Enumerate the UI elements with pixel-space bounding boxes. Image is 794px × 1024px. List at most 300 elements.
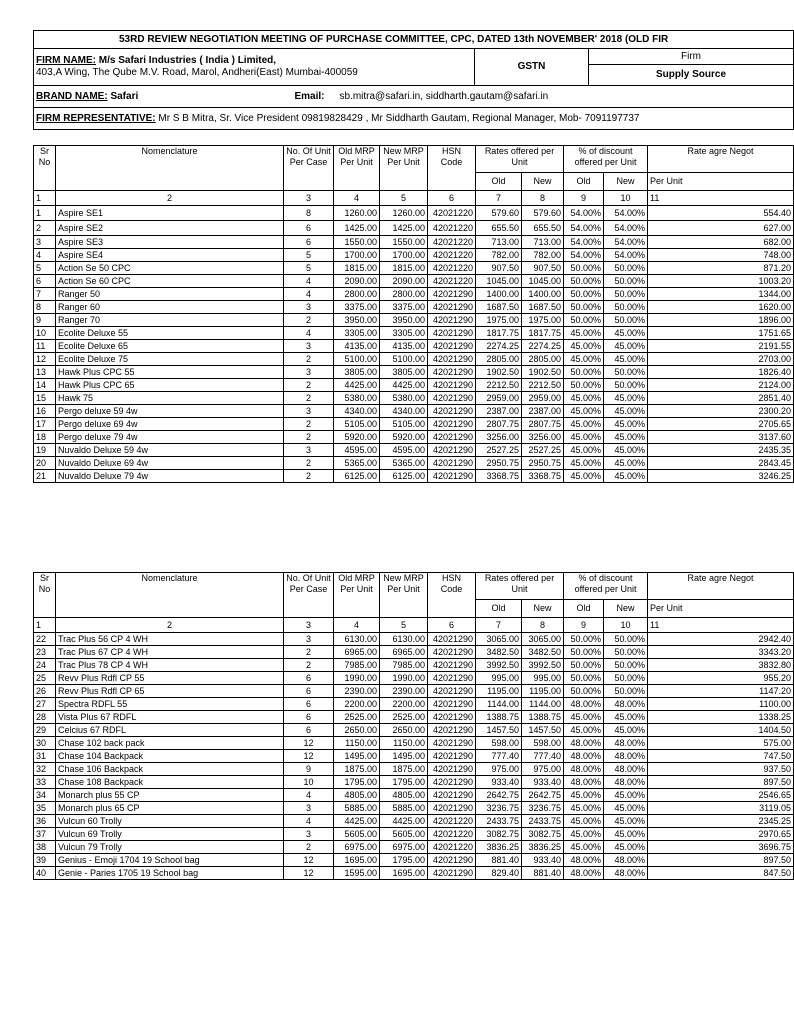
table-cell: 2 — [284, 392, 334, 405]
table-cell: 3256.00 — [476, 431, 522, 444]
table-cell: Trac Plus 78 CP 4 WH — [56, 659, 284, 672]
table-cell: 42021220 — [428, 262, 476, 275]
table-cell: 45.00% — [564, 841, 604, 854]
table-cell: 5100.00 — [380, 353, 428, 366]
table-cell: 2705.65 — [648, 418, 794, 431]
table-cell: 50.00% — [564, 275, 604, 288]
table-cell: 5 — [284, 249, 334, 262]
table-cell: 12 — [34, 353, 56, 366]
col-header-nomenclature: Nomenclature — [56, 146, 284, 191]
table-cell: 1425.00 — [334, 221, 380, 236]
table-cell: 3375.00 — [334, 301, 380, 314]
table-cell: 45.00% — [604, 418, 648, 431]
table-cell: 1687.50 — [522, 301, 564, 314]
table-cell: 777.40 — [522, 750, 564, 763]
table-cell: 598.00 — [476, 737, 522, 750]
col-header-new-mrp: New MRP Per Unit — [380, 573, 428, 618]
table-cell: 575.00 — [648, 737, 794, 750]
table-cell: 4135.00 — [380, 340, 428, 353]
col-subheader-new: New — [522, 600, 564, 618]
table-cell: 54.00% — [564, 206, 604, 221]
table-cell: 4340.00 — [334, 405, 380, 418]
col-number: 7 — [476, 618, 522, 633]
table-cell: 3696.75 — [648, 841, 794, 854]
col-number: 4 — [334, 618, 380, 633]
firm-label: Firm — [589, 49, 794, 65]
table-cell: 37 — [34, 828, 56, 841]
table-cell: 31 — [34, 750, 56, 763]
table-cell: Nuvaldo Deluxe 59 4w — [56, 444, 284, 457]
col-header-new-mrp: New MRP Per Unit — [380, 146, 428, 191]
col-header-discount: % of discount offered per Unit — [564, 573, 648, 600]
table-cell: 3065.00 — [522, 633, 564, 646]
table-cell: 8 — [34, 301, 56, 314]
col-header-agreed: Rate agre Negot — [648, 573, 794, 600]
table-row — [34, 379, 794, 392]
table-cell: 2387.00 — [476, 405, 522, 418]
table-cell: 18 — [34, 431, 56, 444]
table-cell: 579.60 — [522, 206, 564, 221]
table-cell: Spectra RDFL 55 — [56, 698, 284, 711]
firm-address: 403,A Wing, The Qube M.V. Road, Marol, Andheri(East) Mumbai-400059 — [36, 67, 358, 78]
table-cell: 45.00% — [564, 711, 604, 724]
table-cell: 6975.00 — [334, 841, 380, 854]
table-cell: 45.00% — [564, 724, 604, 737]
table-cell: Action Se 50 CPC — [56, 262, 284, 275]
table-cell: 4135.00 — [334, 340, 380, 353]
table-cell: 2435.35 — [648, 444, 794, 457]
table-cell: 12 — [284, 867, 334, 880]
table-row — [34, 659, 794, 672]
table-cell: 50.00% — [604, 366, 648, 379]
table-cell: 45.00% — [564, 405, 604, 418]
table-cell: 3368.75 — [476, 470, 522, 483]
table-cell: 937.50 — [648, 763, 794, 776]
table-cell: 2433.75 — [476, 815, 522, 828]
table-row — [34, 340, 794, 353]
table-cell: 45.00% — [604, 431, 648, 444]
table-cell: 50.00% — [604, 262, 648, 275]
col-number: 5 — [380, 618, 428, 633]
table-cell: 1388.75 — [522, 711, 564, 724]
col-number: 6 — [428, 191, 476, 206]
table-cell: Ecolite Deluxe 55 — [56, 327, 284, 340]
table-cell: 42021290 — [428, 418, 476, 431]
col-header-old-mrp: Old MRP Per Unit — [334, 573, 380, 618]
table-cell: 27 — [34, 698, 56, 711]
table-cell: Monarch plus 65 CP — [56, 802, 284, 815]
table-cell: 45.00% — [564, 392, 604, 405]
col-header-sr: Sr No — [34, 146, 56, 191]
table-cell: 12 — [284, 737, 334, 750]
table-cell: 1045.00 — [522, 275, 564, 288]
col-number: 11 — [648, 618, 794, 633]
table-cell: 42021290 — [428, 750, 476, 763]
table-cell: 5605.00 — [380, 828, 428, 841]
col-number: 6 — [428, 618, 476, 633]
table-cell: 42021220 — [428, 221, 476, 236]
table-cell: 1100.00 — [648, 698, 794, 711]
table-cell: 45.00% — [564, 327, 604, 340]
table-cell: 2800.00 — [334, 288, 380, 301]
table-cell: 11 — [34, 340, 56, 353]
table-cell: 13 — [34, 366, 56, 379]
table-cell: 5365.00 — [380, 457, 428, 470]
table-cell: 1700.00 — [334, 249, 380, 262]
table-cell: 3305.00 — [334, 327, 380, 340]
table-cell: 782.00 — [522, 249, 564, 262]
table-cell: 2 — [284, 431, 334, 444]
table-cell: 28 — [34, 711, 56, 724]
table-cell: 3082.75 — [522, 828, 564, 841]
col-number: 3 — [284, 618, 334, 633]
table-cell: Vista Plus 67 RDFL — [56, 711, 284, 724]
table-cell: 42021290 — [428, 867, 476, 880]
table-cell: 42021290 — [428, 392, 476, 405]
table-cell: 48.00% — [604, 776, 648, 789]
table-cell: Monarch plus 55 CP — [56, 789, 284, 802]
table-cell: 20 — [34, 457, 56, 470]
table-cell: 17 — [34, 418, 56, 431]
table-cell: 3 — [284, 405, 334, 418]
table-cell: 2212.50 — [476, 379, 522, 392]
col-subheader-per-unit: Per Unit — [648, 600, 794, 618]
table-cell: 42021290 — [428, 405, 476, 418]
table-row — [34, 633, 794, 646]
table-row — [34, 236, 794, 249]
table-cell: 6 — [284, 685, 334, 698]
table-cell: 42021290 — [428, 802, 476, 815]
table-cell: 23 — [34, 646, 56, 659]
table-cell: 45.00% — [564, 802, 604, 815]
table-cell: 871.20 — [648, 262, 794, 275]
table-cell: Ranger 60 — [56, 301, 284, 314]
col-number: 9 — [564, 191, 604, 206]
table-cell: 5920.00 — [380, 431, 428, 444]
table-cell: 14 — [34, 379, 56, 392]
table-cell: 1425.00 — [380, 221, 428, 236]
table-cell: 554.40 — [648, 206, 794, 221]
table-cell: 42021290 — [428, 711, 476, 724]
product-table-2 — [33, 572, 794, 880]
table-cell: Chase 106 Backpack — [56, 763, 284, 776]
table-row — [34, 470, 794, 483]
table-cell: 3082.75 — [476, 828, 522, 841]
col-number: 4 — [334, 191, 380, 206]
table-cell: 2090.00 — [334, 275, 380, 288]
table-cell: 6 — [284, 698, 334, 711]
table-cell: 933.40 — [522, 854, 564, 867]
table-cell: 19 — [34, 444, 56, 457]
table-cell: Hawk 75 — [56, 392, 284, 405]
table-cell: 3368.75 — [522, 470, 564, 483]
brand-name-label: BRAND NAME: — [36, 90, 108, 102]
table-cell: 50.00% — [564, 366, 604, 379]
table-cell: 1 — [34, 206, 56, 221]
table-cell: 5 — [34, 262, 56, 275]
col-header-units: No. Of Unit Per Case — [284, 573, 334, 618]
table-cell: 1815.00 — [334, 262, 380, 275]
table-cell: 2390.00 — [380, 685, 428, 698]
table-cell: Ranger 70 — [56, 314, 284, 327]
table-cell: 45.00% — [564, 353, 604, 366]
table-row — [34, 672, 794, 685]
table-cell: 933.40 — [476, 776, 522, 789]
table-cell: 2345.25 — [648, 815, 794, 828]
table-cell: 1990.00 — [334, 672, 380, 685]
table-cell: 50.00% — [604, 379, 648, 392]
table-cell: 48.00% — [564, 698, 604, 711]
firm-name: M/s Safari Industries ( India ) Limited, — [98, 55, 277, 66]
table-cell: 747.50 — [648, 750, 794, 763]
table-cell: 42021290 — [428, 659, 476, 672]
table-cell: 42021290 — [428, 431, 476, 444]
table-cell: 2546.65 — [648, 789, 794, 802]
col-subheader-new: New — [604, 173, 648, 191]
table-row — [34, 392, 794, 405]
table-cell: 627.00 — [648, 221, 794, 236]
col-number: 11 — [648, 191, 794, 206]
table-cell: 4595.00 — [380, 444, 428, 457]
table-cell: 1550.00 — [380, 236, 428, 249]
table-cell: 42021290 — [428, 457, 476, 470]
table-cell: 4 — [34, 249, 56, 262]
col-subheader-new: New — [522, 173, 564, 191]
table-cell: 3482.50 — [476, 646, 522, 659]
table-cell: 713.00 — [522, 236, 564, 249]
table-cell: 933.40 — [522, 776, 564, 789]
table-cell: 5365.00 — [334, 457, 380, 470]
col-subheader-per-unit: Per Unit — [648, 173, 794, 191]
document-title: 53RD REVIEW NEGOTIATION MEETING OF PURCHASE COMMITTEE, CPC, DATED 13th NOVEMBER' 2018 (OLD FIR — [34, 31, 794, 49]
table-cell: 2805.00 — [522, 353, 564, 366]
table-cell: Trac Plus 67 CP 4 WH — [56, 646, 284, 659]
table-cell: 3805.00 — [380, 366, 428, 379]
table-cell: 6 — [284, 711, 334, 724]
table-cell: 45.00% — [564, 431, 604, 444]
table-cell: 6 — [284, 672, 334, 685]
table-cell: Ecolite Deluxe 65 — [56, 340, 284, 353]
table-cell: 45.00% — [564, 789, 604, 802]
table-cell: 1147.20 — [648, 685, 794, 698]
table-cell: 42021290 — [428, 776, 476, 789]
table-cell: 1815.00 — [380, 262, 428, 275]
table-cell: 2433.75 — [522, 815, 564, 828]
header-table — [33, 30, 794, 130]
table-cell: 995.00 — [476, 672, 522, 685]
table-cell: 3305.00 — [380, 327, 428, 340]
table-cell: 48.00% — [564, 854, 604, 867]
table-cell: 1695.00 — [380, 867, 428, 880]
table-cell: 5380.00 — [334, 392, 380, 405]
table-cell: 45.00% — [564, 815, 604, 828]
col-header-rates: Rates offered per Unit — [476, 573, 564, 600]
table-cell: 3246.25 — [648, 470, 794, 483]
brand-row — [34, 86, 794, 108]
table-cell: 2 — [34, 221, 56, 236]
table-cell: 3137.60 — [648, 431, 794, 444]
table-cell: 50.00% — [604, 646, 648, 659]
table-row — [34, 776, 794, 789]
table-cell: 50.00% — [604, 275, 648, 288]
table-cell: 1150.00 — [334, 737, 380, 750]
table-cell: 12 — [284, 750, 334, 763]
table-cell: Aspire SE4 — [56, 249, 284, 262]
table-cell: 4 — [284, 288, 334, 301]
col-number: 3 — [284, 191, 334, 206]
table-row — [34, 221, 794, 236]
table-cell: 42021290 — [428, 327, 476, 340]
table-cell: 45.00% — [564, 340, 604, 353]
table-cell: 50.00% — [564, 685, 604, 698]
table-cell: 1795.00 — [380, 854, 428, 867]
table-cell: 50.00% — [564, 301, 604, 314]
table-cell: 5605.00 — [334, 828, 380, 841]
col-header-hsn: HSN Code — [428, 573, 476, 618]
table-cell: 48.00% — [604, 698, 648, 711]
table-cell: 3236.75 — [476, 802, 522, 815]
table-row — [34, 353, 794, 366]
table-cell: 38 — [34, 841, 56, 854]
table-cell: 3 — [284, 340, 334, 353]
table-cell: 2200.00 — [334, 698, 380, 711]
table-cell: 6130.00 — [334, 633, 380, 646]
table-cell: 847.50 — [648, 867, 794, 880]
table-cell: 1975.00 — [476, 314, 522, 327]
table-row — [34, 841, 794, 854]
table-cell: 45.00% — [604, 841, 648, 854]
table-cell: 4 — [284, 275, 334, 288]
product-table-1 — [33, 145, 794, 483]
table-row — [34, 854, 794, 867]
table-cell: 42021290 — [428, 470, 476, 483]
representative-text: Mr S B Mitra, Sr. Vice President 09819828429 , Mr Siddharth Gautam, Regional Manager, Mob- 7091197737 — [158, 112, 640, 124]
table-cell: Nuvaldo Deluxe 79 4w — [56, 470, 284, 483]
table-cell: 1826.40 — [648, 366, 794, 379]
table-cell: 42021290 — [428, 672, 476, 685]
table-cell: 45.00% — [564, 418, 604, 431]
table-cell: 50.00% — [564, 379, 604, 392]
table-cell: 42021290 — [428, 763, 476, 776]
col-number: 7 — [476, 191, 522, 206]
table-cell: 42021290 — [428, 366, 476, 379]
table-cell: 3 — [284, 301, 334, 314]
table-row — [34, 828, 794, 841]
table-cell: 2 — [284, 314, 334, 327]
table-cell: 2 — [284, 353, 334, 366]
table-cell: 45.00% — [604, 392, 648, 405]
table-cell: 45.00% — [604, 711, 648, 724]
table-cell: 48.00% — [604, 763, 648, 776]
table-cell: 2525.00 — [334, 711, 380, 724]
table-cell: 2 — [284, 841, 334, 854]
table-row — [34, 711, 794, 724]
table-cell: 2970.65 — [648, 828, 794, 841]
col-header-agreed: Rate agre Negot — [648, 146, 794, 173]
table-cell: 2807.75 — [476, 418, 522, 431]
table-cell: Vulcun 69 Trolly — [56, 828, 284, 841]
table-cell: 1595.00 — [334, 867, 380, 880]
table-cell: 3836.25 — [476, 841, 522, 854]
table-cell: 6965.00 — [334, 646, 380, 659]
col-subheader-old: Old — [476, 173, 522, 191]
table-cell: 4 — [284, 327, 334, 340]
table-cell: 50.00% — [604, 301, 648, 314]
table-row — [34, 646, 794, 659]
table-row — [34, 685, 794, 698]
table-cell: 1687.50 — [476, 301, 522, 314]
table-cell: 907.50 — [522, 262, 564, 275]
table-cell: 3482.50 — [522, 646, 564, 659]
table-cell: 50.00% — [564, 288, 604, 301]
table-cell: 2843.45 — [648, 457, 794, 470]
col-header-hsn: HSN Code — [428, 146, 476, 191]
table-cell: Revv Plus Rdfl CP 65 — [56, 685, 284, 698]
col-header-old-mrp: Old MRP Per Unit — [334, 146, 380, 191]
table-cell: 50.00% — [564, 633, 604, 646]
table-row — [34, 275, 794, 288]
table-cell: 4805.00 — [380, 789, 428, 802]
table-cell: 5105.00 — [380, 418, 428, 431]
table-cell: 50.00% — [604, 685, 648, 698]
col-number: 8 — [522, 618, 564, 633]
table-cell: 50.00% — [604, 633, 648, 646]
table-cell: 24 — [34, 659, 56, 672]
table-row — [34, 431, 794, 444]
table-cell: 3992.50 — [522, 659, 564, 672]
table-cell: 3 — [284, 828, 334, 841]
table-cell: 33 — [34, 776, 56, 789]
table-cell: 6 — [284, 724, 334, 737]
table-cell: 3 — [284, 444, 334, 457]
table-cell: 7985.00 — [334, 659, 380, 672]
table-cell: 2090.00 — [380, 275, 428, 288]
table-cell: 50.00% — [564, 659, 604, 672]
table-cell: Chase 108 Backpack — [56, 776, 284, 789]
table-cell: 2950.75 — [522, 457, 564, 470]
table-cell: Action Se 60 CPC — [56, 275, 284, 288]
table-cell: 9 — [34, 314, 56, 327]
table-cell: 42021290 — [428, 301, 476, 314]
email-value: sb.mitra@safari.in, siddharth.gautam@safari.in — [339, 90, 549, 102]
table-row — [34, 418, 794, 431]
table-cell: 6 — [284, 221, 334, 236]
table-cell: 2642.75 — [476, 789, 522, 802]
table-cell: 45.00% — [604, 327, 648, 340]
table-cell: 50.00% — [564, 672, 604, 685]
firm-name-label: FIRM NAME: — [36, 55, 96, 66]
table-cell: 42021290 — [428, 379, 476, 392]
table-cell: 48.00% — [564, 867, 604, 880]
table-cell: 48.00% — [564, 776, 604, 789]
table-cell: 29 — [34, 724, 56, 737]
table-cell: Vulcun 79 Trolly — [56, 841, 284, 854]
table-cell: 36 — [34, 815, 56, 828]
col-number: 10 — [604, 618, 648, 633]
table-cell: 2212.50 — [522, 379, 564, 392]
table-cell: 2851.40 — [648, 392, 794, 405]
table-cell: 3375.00 — [380, 301, 428, 314]
table-cell: Aspire SE2 — [56, 221, 284, 236]
table-row — [34, 802, 794, 815]
table-cell: 45.00% — [604, 828, 648, 841]
table-cell: 3950.00 — [334, 314, 380, 327]
table-row — [34, 444, 794, 457]
col-subheader-old: Old — [564, 600, 604, 618]
table-row — [34, 724, 794, 737]
table-cell: 3256.00 — [522, 431, 564, 444]
table-cell: 4425.00 — [334, 379, 380, 392]
